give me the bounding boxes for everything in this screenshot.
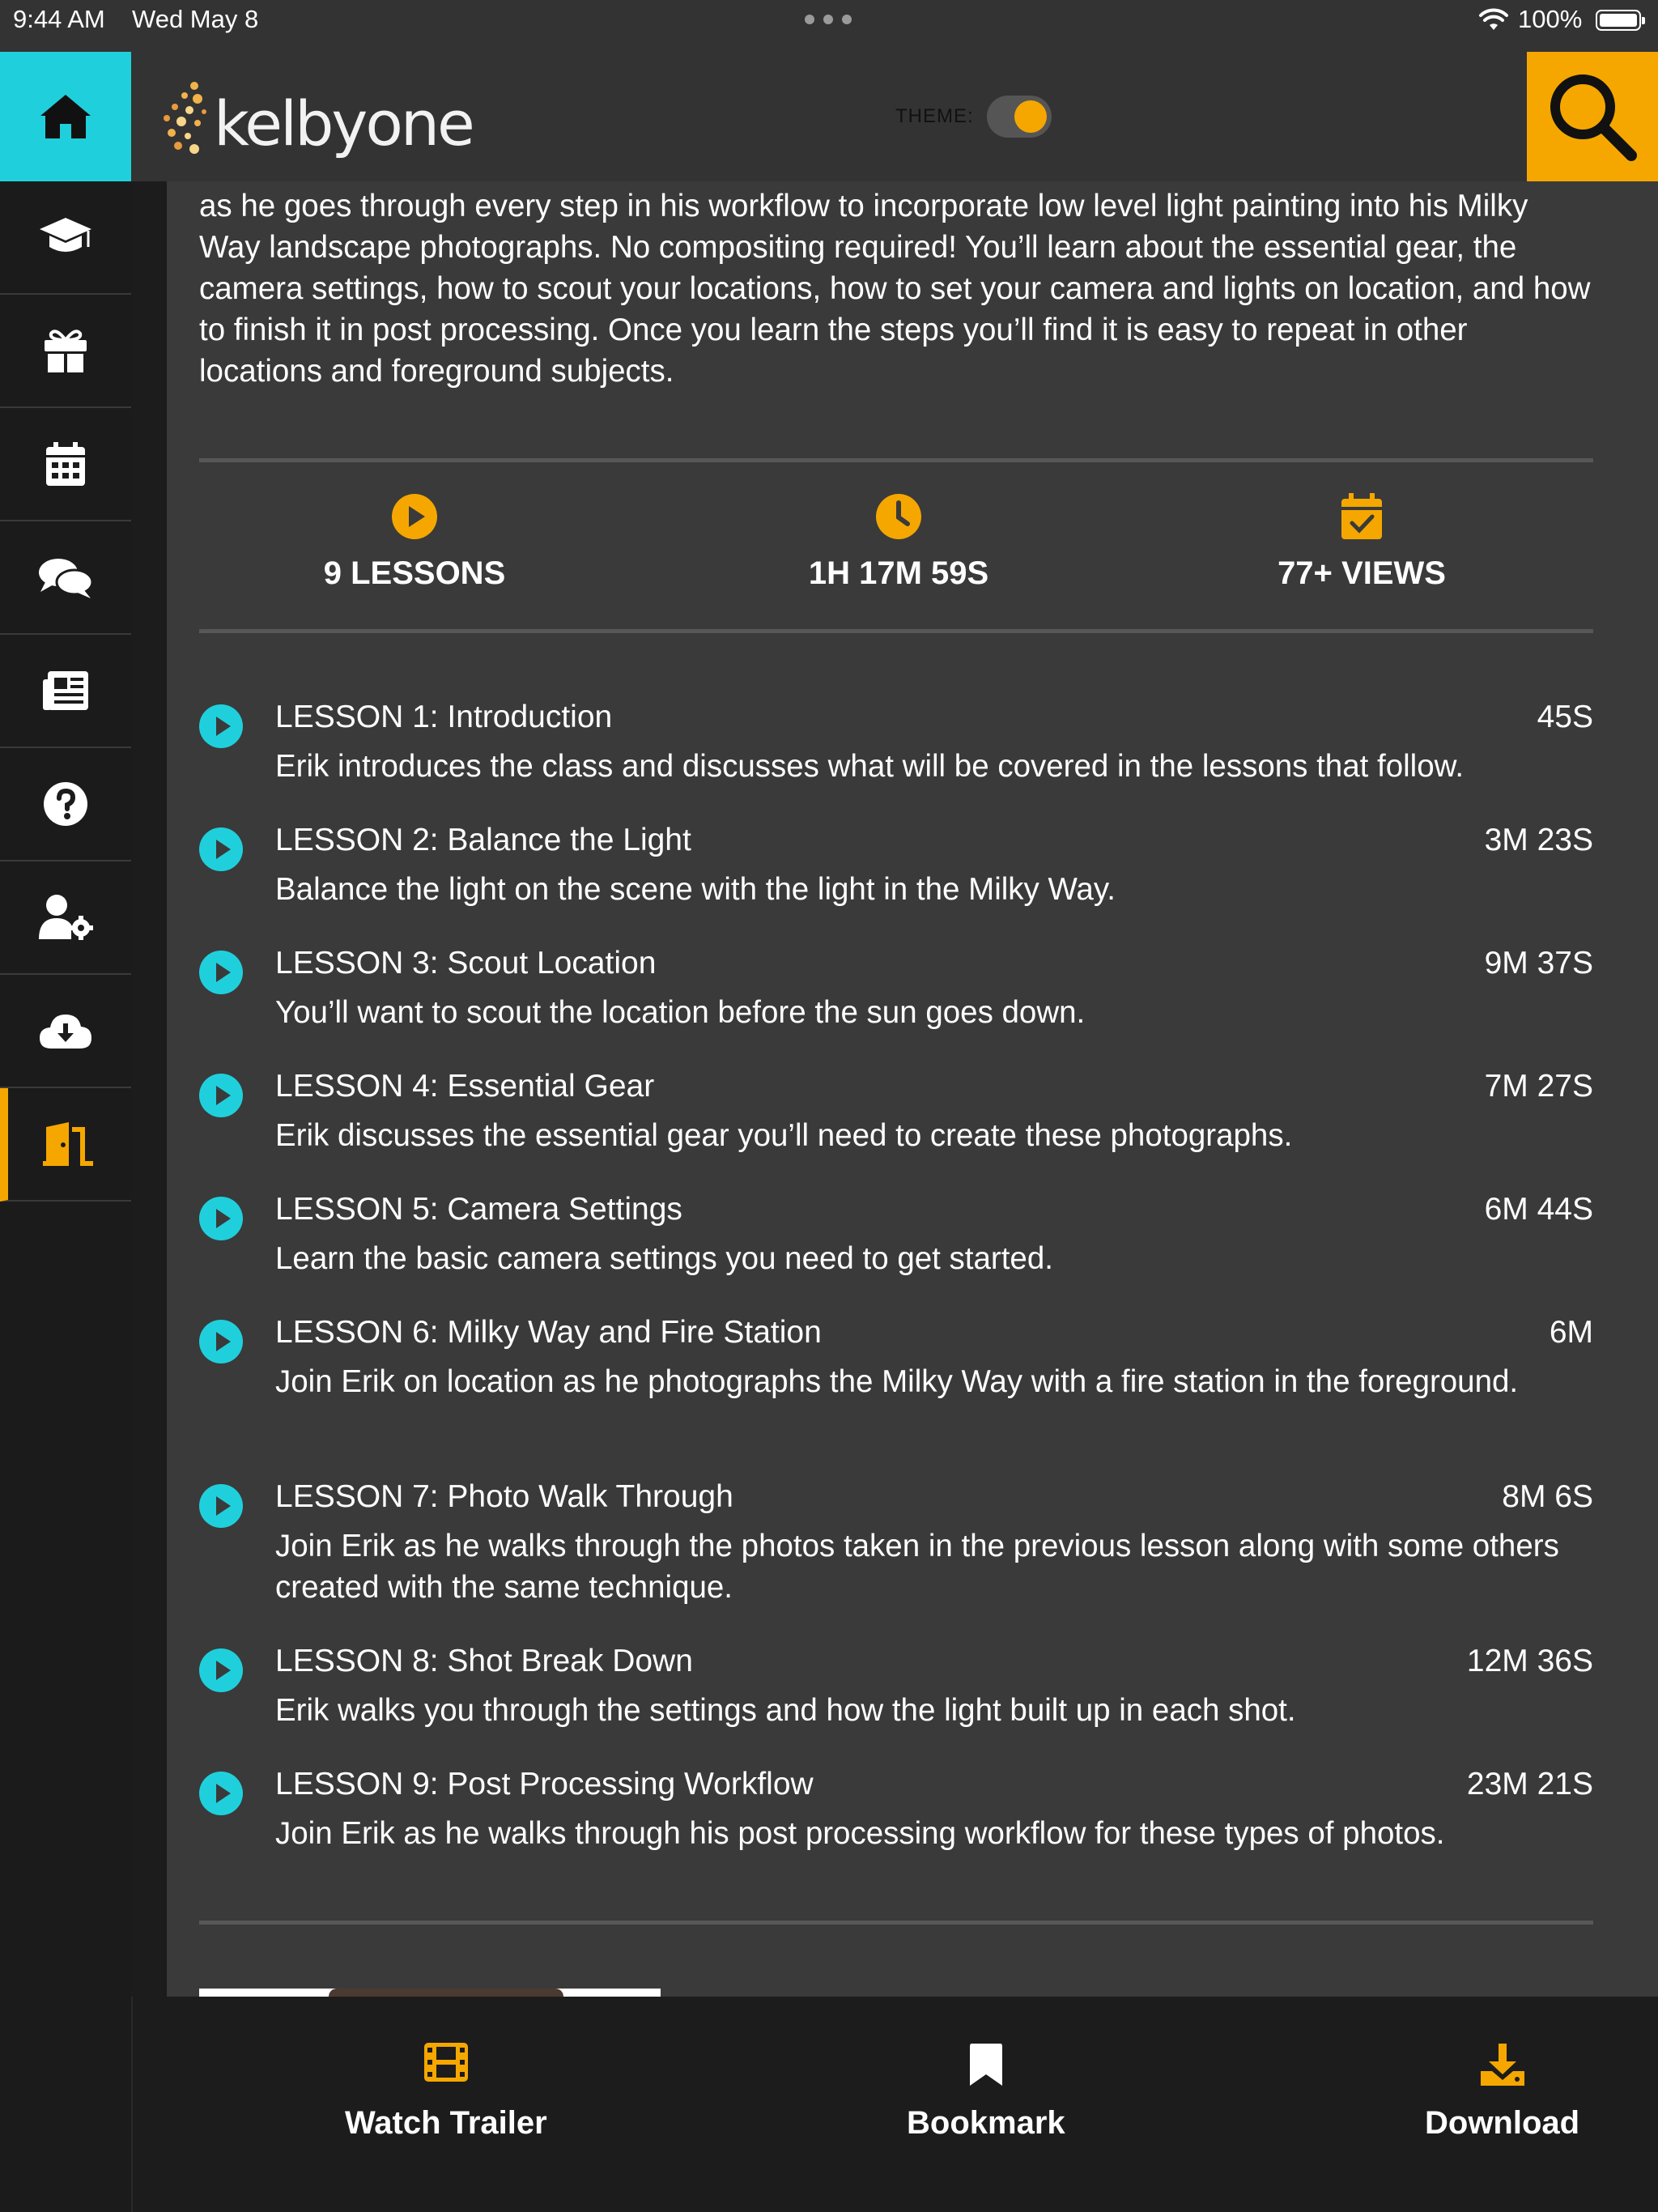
stat-lessons — [212, 492, 617, 592]
lesson-title: LESSON 1: Introduction — [275, 700, 613, 734]
lesson-title: LESSON 9: Post Processing Workflow — [275, 1767, 814, 1802]
course-description: as he goes through every step in his workflow to incorporate low level light painting into his Milky Way landscape photographs. No compositing required! You’ll learn about the essential gear, the camera settings, how to scout your locations, how to set your camera and lights on location, and how to finish it in post processing. Once you learn the steps you’ll find it is easy to repeat in other locations and foreground subjects. — [199, 189, 1591, 389]
status-time: 9:44 AM — [13, 5, 105, 33]
multitasking-dots-icon[interactable] — [805, 15, 852, 24]
download-icon — [1479, 2042, 1526, 2087]
logo-text: kelbyone — [214, 87, 473, 160]
graduation-cap-icon — [38, 215, 93, 260]
battery-icon — [1596, 10, 1641, 31]
sidebar-item-account[interactable] — [0, 861, 131, 975]
download-label: Download — [1425, 2105, 1580, 2141]
lesson-duration: 45S — [1537, 700, 1593, 734]
divider — [199, 1921, 1593, 1925]
play-icon[interactable] — [199, 1772, 243, 1815]
lesson-title: LESSON 8: Shot Break Down — [275, 1644, 693, 1678]
bookmark-icon — [968, 2042, 1004, 2087]
trailer-thumbnail[interactable] — [199, 1989, 661, 1997]
lesson-duration: 7M 27S — [1484, 1069, 1593, 1104]
download-button[interactable] — [1425, 2042, 1579, 2142]
sidebar-item-downloads[interactable] — [0, 975, 131, 1088]
film-icon — [423, 2042, 469, 2082]
divider — [199, 458, 1593, 462]
status-date: Wed May 8 — [132, 5, 259, 33]
sidebar-item-news[interactable] — [0, 635, 131, 748]
lesson-description: Join Erik as he walks through his post processing workflow for these types of photos. — [275, 1816, 1445, 1851]
chat-bubbles-icon — [37, 555, 94, 600]
theme-toggle[interactable] — [987, 96, 1052, 138]
calendar-check-icon — [1340, 492, 1384, 541]
newspaper-icon — [41, 670, 90, 712]
bottom-action-bar — [131, 1997, 1658, 2212]
stat-views — [1159, 492, 1564, 592]
sidebar-item-community[interactable] — [0, 521, 131, 635]
lesson-description: Join Erik on location as he photographs the Milky Way with a fire station in the foreground. — [275, 1364, 1519, 1399]
search-button[interactable] — [1527, 52, 1658, 181]
play-icon[interactable] — [199, 704, 243, 748]
lesson-description: Join Erik as he walks through the photos taken in the previous lesson along with some others created with the same technique. — [275, 1529, 1559, 1605]
kelbyone-logo[interactable] — [160, 74, 473, 160]
lesson-title: LESSON 4: Essential Gear — [275, 1069, 655, 1104]
lesson-title: LESSON 7: Photo Walk Through — [275, 1479, 733, 1514]
lesson-title: LESSON 6: Milky Way and Fire Station — [275, 1315, 822, 1350]
watch-trailer-label: Watch Trailer — [345, 2105, 547, 2141]
app-header — [0, 52, 1658, 181]
lesson-duration: 3M 23S — [1484, 823, 1593, 857]
play-icon[interactable] — [199, 827, 243, 871]
wifi-icon — [1478, 8, 1509, 32]
user-settings-icon — [37, 894, 94, 941]
gift-icon — [43, 327, 88, 374]
exit-door-icon — [43, 1121, 96, 1168]
watch-trailer-button[interactable] — [345, 2042, 547, 2142]
divider — [199, 629, 1593, 633]
lesson-duration: 6M 44S — [1484, 1192, 1593, 1227]
home-button[interactable] — [0, 52, 131, 181]
battery-percent: 100% — [1518, 5, 1583, 33]
lesson-description: You’ll want to scout the location before the sun goes down. — [275, 995, 1086, 1030]
sidebar-item-logout[interactable] — [0, 1088, 131, 1202]
bookmark-button[interactable] — [907, 2042, 1065, 2142]
stat-lessons-label: 9 LESSONS — [323, 555, 506, 591]
sidebar-item-help[interactable] — [0, 748, 131, 861]
status-bar — [0, 0, 1658, 52]
lesson-description: Erik discusses the essential gear you’ll need to create these photographs. — [275, 1118, 1293, 1153]
play-icon[interactable] — [199, 1197, 243, 1240]
lesson-duration: 12M 36S — [1466, 1644, 1593, 1678]
cloud-download-icon — [38, 1011, 93, 1050]
lesson-title: LESSON 3: Scout Location — [275, 946, 657, 981]
lesson-description: Learn the basic camera settings you need to get started. — [275, 1241, 1053, 1276]
home-icon — [39, 93, 92, 140]
theme-label: THEME: — [895, 105, 974, 127]
stat-duration — [696, 492, 1101, 592]
calendar-icon — [45, 440, 87, 487]
lesson-description: Balance the light on the scene with the light in the Milky Way. — [275, 872, 1116, 907]
lesson-duration: 23M 21S — [1466, 1767, 1593, 1802]
sidebar-item-gifts[interactable] — [0, 295, 131, 408]
lesson-description: Erik walks you through the settings and how the light built up in each shot. — [275, 1693, 1296, 1728]
stat-duration-label: 1H 17M 59S — [808, 555, 989, 591]
lesson-title: LESSON 2: Balance the Light — [275, 823, 691, 857]
lesson-duration: 9M 37S — [1484, 946, 1593, 981]
lesson-duration: 6M — [1549, 1315, 1593, 1350]
play-icon[interactable] — [199, 1074, 243, 1117]
sidebar-item-events[interactable] — [0, 408, 131, 521]
play-icon[interactable] — [199, 1320, 243, 1363]
help-icon — [43, 781, 88, 827]
lesson-description: Erik introduces the class and discusses what will be covered in the lessons that follow. — [275, 749, 1465, 784]
play-icon[interactable] — [199, 1648, 243, 1692]
stat-views-label: 77+ VIEWS — [1278, 555, 1446, 591]
sidebar-nav — [0, 181, 131, 2212]
play-icon[interactable] — [199, 1484, 243, 1528]
search-icon — [1544, 68, 1641, 165]
clock-icon — [875, 493, 922, 540]
play-icon[interactable] — [199, 951, 243, 994]
course-detail-panel — [167, 181, 1658, 1997]
lesson-duration: 8M 6S — [1502, 1479, 1593, 1514]
bookmark-label: Bookmark — [907, 2105, 1065, 2141]
sidebar-item-courses[interactable] — [0, 181, 131, 295]
logo-mark-icon — [160, 81, 217, 155]
play-circle-icon — [391, 493, 438, 540]
lesson-title: LESSON 5: Camera Settings — [275, 1192, 682, 1227]
